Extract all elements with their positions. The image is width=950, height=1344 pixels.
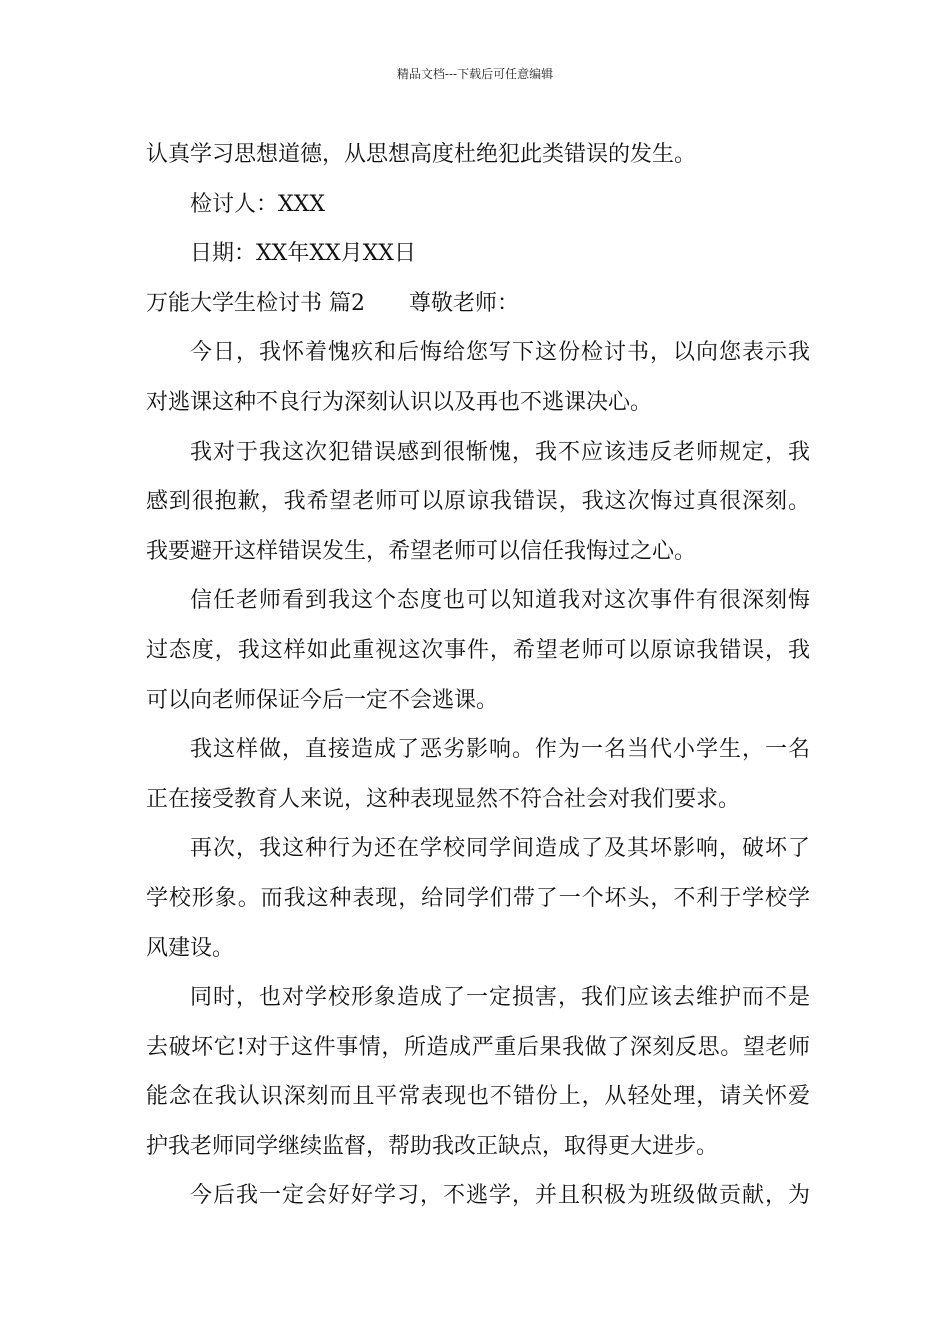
section-title: 万能大学生检讨书 篇2 xyxy=(146,290,365,316)
page-header xyxy=(0,64,950,84)
text-line: 检讨人：XXX xyxy=(190,191,325,217)
text-line: 过态度，我这样如此重视这次事件，希望老师可以原谅我错误，我 xyxy=(146,637,810,663)
header-text: 精品文档---下载后可任意编辑 xyxy=(396,67,554,81)
text-line: 护我老师同学继续监督，帮助我改正缺点，取得更大进步。 xyxy=(146,1133,719,1159)
text-line: 感到很抱歉，我希望老师可以原谅我错误，我这次悔过真很深刻。 xyxy=(146,489,810,515)
text-line: 可以向老师保证今后一定不会逃课。 xyxy=(146,687,499,713)
salutation: 尊敬老师： xyxy=(409,290,520,316)
text-line: 我要避开这样错误发生，希望老师可以信任我悔过之心。 xyxy=(146,538,697,564)
text-line: 去破坏它!对于这件事情，所造成严重后果我做了深刻反思。望老师 xyxy=(146,1034,810,1060)
document-body xyxy=(146,130,810,1221)
text-line: 学校形象。而我这种表现，给同学们带了一个坏头，不利于学校学 xyxy=(146,885,810,911)
text-line: 我这样做，直接造成了恶劣影响。作为一名当代小学生，一名 xyxy=(190,737,810,763)
text-line: 对逃课这种不良行为深刻认识以及再也不逃课决心。 xyxy=(146,389,653,415)
text-line: 认真学习思想道德，从思想高度杜绝犯此类错误的发生。 xyxy=(146,142,697,167)
text-line: 日期：XX年XX月XX日 xyxy=(190,241,416,267)
text-line: 风建设。 xyxy=(146,935,235,961)
text-line: 同时，也对学校形象造成了一定损害，我们应该去维护而不是 xyxy=(190,985,810,1011)
section-title-line xyxy=(146,279,810,329)
text-line: 今日，我怀着愧疚和后悔给您写下这份检讨书，以向您表示我 xyxy=(190,340,810,366)
text-line: 我对于我这次犯错误感到很惭愧，我不应该违反老师规定，我 xyxy=(190,439,810,465)
text-line: 再次，我这种行为还在学校同学间造成了及其坏影响，破坏了 xyxy=(190,836,810,862)
text-line: 能念在我认识深刻而且平常表现也不错份上，从轻处理，请关怀爱 xyxy=(146,1084,810,1110)
text-line: 信任老师看到我这个态度也可以知道我对这次事件有很深刻悔 xyxy=(190,588,810,614)
text-line: 今后我一定会好好学习，不逃学，并且积极为班级做贡献，为 xyxy=(190,1183,810,1209)
text-line: 正在接受教育人来说，这种表现显然不符合社会对我们要求。 xyxy=(146,786,741,812)
